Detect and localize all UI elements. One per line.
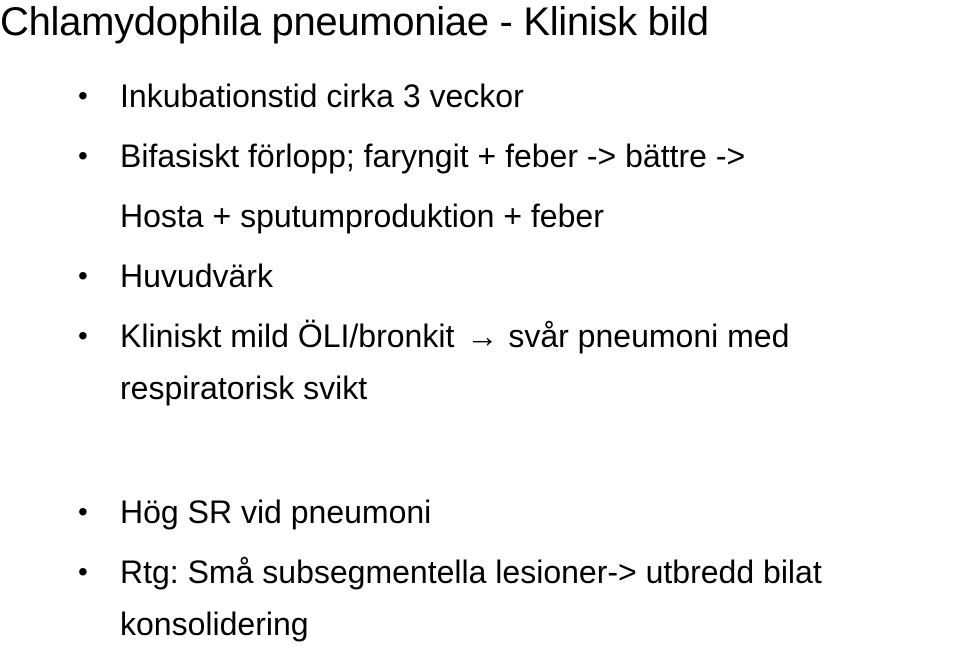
bullet-sr: • Hög SR vid pneumoni bbox=[120, 486, 431, 538]
clinical-course-part1: Kliniskt mild ÖLI/bronkit bbox=[120, 318, 455, 354]
bullet-incubation: • Inkubationstid cirka 3 veckor bbox=[120, 70, 524, 122]
slide-title: Chlamydophila pneumoniae - Klinisk bild bbox=[0, 0, 709, 44]
clinical-course-part2: svår pneumoni med bbox=[508, 318, 790, 354]
bullet-biphasic-continuation: Hosta + sputumproduktion + feber bbox=[120, 198, 604, 234]
bullet-xray-continuation: konsolidering bbox=[120, 606, 309, 642]
bullet-xray: • Rtg: Små subsegmentella lesioner-> utbredd bilat bbox=[120, 546, 822, 598]
bullet-clinical-course bbox=[120, 310, 789, 362]
bullet-headache: • Huvudvärk bbox=[120, 250, 273, 302]
bullet-biphasic-course: • Bifasiskt förlopp; faryngit + feber -> bättre -> bbox=[120, 130, 745, 182]
right-arrow-icon: → bbox=[466, 318, 499, 354]
bullet-clinical-course-continuation: respiratorisk svikt bbox=[120, 370, 368, 406]
